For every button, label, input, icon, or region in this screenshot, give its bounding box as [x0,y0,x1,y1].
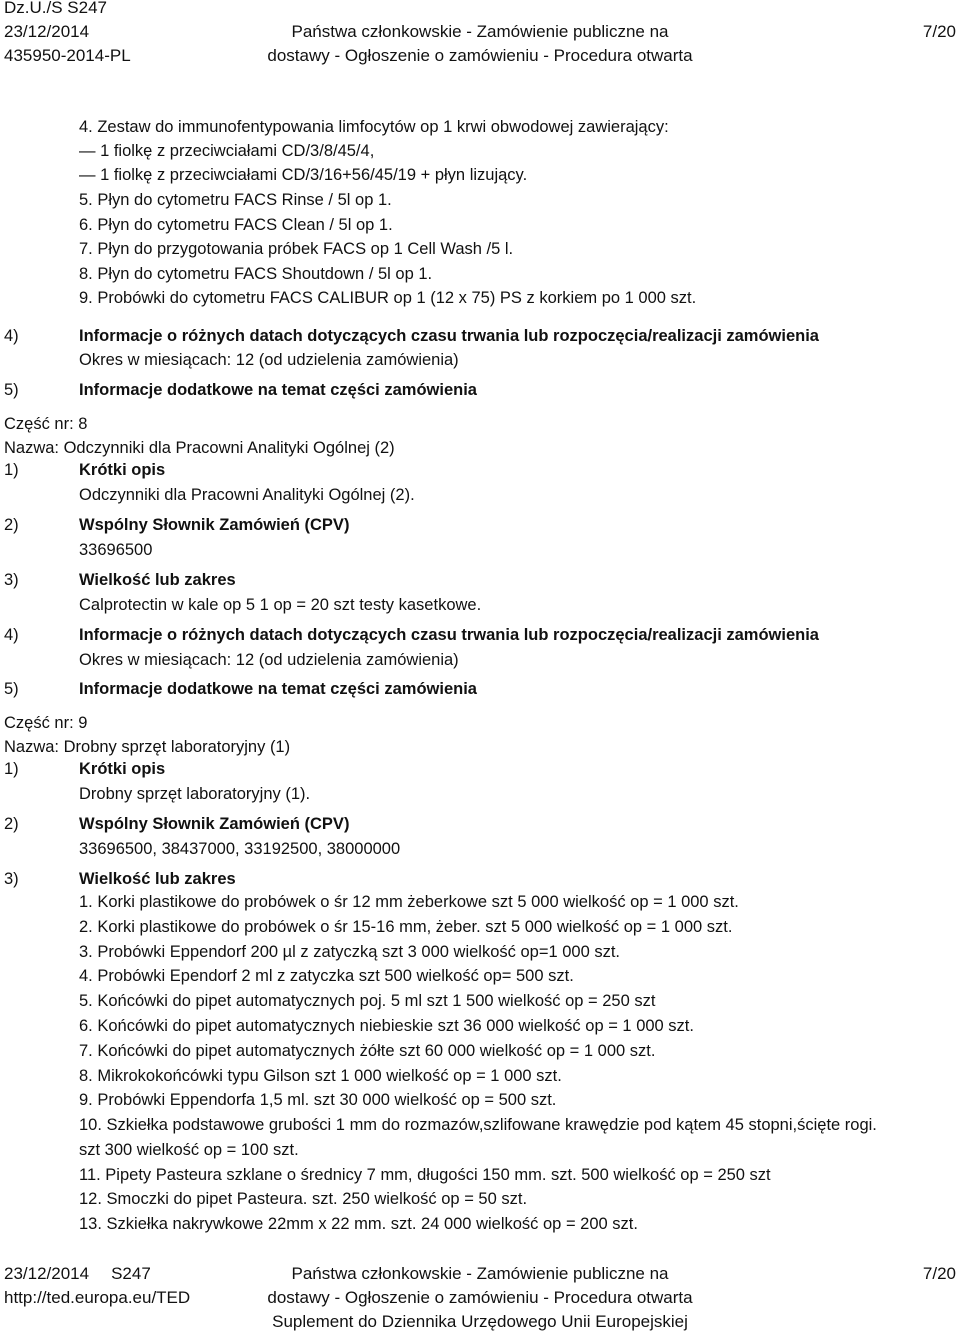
lot-name: Nazwa: Odczynniki dla Pracowni Analityki Ogólnej (2) [4,439,395,457]
section-scope-heading: 3) Wielkość lub zakres [4,870,236,888]
footer-title-line2: dostawy - Ogłoszenie o zamówieniu - Procedura otwarta [267,1288,693,1307]
duration-value: Okres w miesiącach: 12 (od udzielenia zamówienia) [79,351,459,369]
header-title [0,20,960,68]
list-item: — 1 fiolkę z przeciwciałami CD/3/16+56/45/19 + płyn lizujący. [79,166,528,184]
section-dates-heading: 4) Informacje o różnych datach dotyczących czasu trwania lub rozpoczęcia/realizacji zamówienia [4,327,819,345]
footer-series: S247 [111,1264,151,1283]
lot-number: Część nr: 9 [4,714,88,732]
lot-number: Część nr: 8 [4,415,88,433]
list-item: 2. Korki plastikowe do probówek o śr 15-16 mm, żeber. szt 5 000 wielkość op = 1 000 szt. [79,918,733,936]
footer-url: http://ted.europa.eu/TED [4,1288,191,1307]
section-additional-info-heading: 5) Informacje dodatkowe na temat części zamówienia [4,680,477,698]
list-item: 11. Pipety Pasteura szklane o średnicy 7 mm, długości 150 mm. szt. 500 wielkość op = 250 szt [79,1166,771,1184]
list-item: 5. Płyn do cytometru FACS Rinse / 5l op 1. [79,191,392,209]
list-item: 6. Płyn do cytometru FACS Clean / 5l op 1. [79,216,393,234]
lot-name: Nazwa: Drobny sprzęt laboratoryjny (1) [4,738,291,756]
footer-date: 23/12/2014 [4,1264,90,1283]
list-item: 4. Zestaw do immunofentypowania limfocytów op 1 krwi obwodowej zawierający: [79,118,669,136]
list-item: 12. Smoczki do pipet Pasteura. szt. 250 wielkość op = 50 szt. [79,1190,528,1208]
list-item: 9. Probówki Eppendorfa 1,5 ml. szt 30 000 wielkość op = 500 szt. [79,1091,557,1109]
section-short-description-heading: 1) Krótki opis [4,760,166,778]
short-description: Odczynniki dla Pracowni Analityki Ogólnej (2). [79,486,415,504]
page-header [0,0,960,74]
footer-title-line3: Suplement do Dziennika Urzędowego Unii Europejskiej [272,1312,688,1331]
list-item: 8. Płyn do cytometru FACS Shoutdown / 5l op 1. [79,265,433,283]
list-item: szt 300 wielkość op = 100 szt. [79,1141,299,1159]
list-item: 5. Końcówki do pipet automatycznych poj. 5 ml szt 1 500 wielkość op = 250 szt [79,992,656,1010]
section-short-description-heading: 1) Krótki opis [4,461,166,479]
footer-title [0,1262,960,1334]
duration-value: Okres w miesiącach: 12 (od udzielenia zamówienia) [79,651,459,669]
list-item: 1. Korki plastikowe do probówek o śr 12 mm żeberkowe szt 5 000 wielkość op = 1 000 szt. [79,893,739,911]
section-cpv-heading: 2) Wspólny Słownik Zamówień (CPV) [4,815,350,833]
notice-id: 435950-2014-PL [4,46,131,65]
list-item: — 1 fiolkę z przeciwciałami CD/3/8/45/4, [79,142,375,160]
short-description: Drobny sprzęt laboratoryjny (1). [79,785,311,803]
footer-title-line1: Państwa członkowskie - Zamówienie publiczne na [291,1264,669,1283]
header-title-line1: Państwa członkowskie - Zamówienie publiczne na [291,22,669,41]
list-item: 4. Probówki Ependorf 2 ml z zatyczka szt 500 wielkość op= 500 szt. [79,967,574,985]
list-item: 7. Płyn do przygotowania próbek FACS op 1 Cell Wash /5 l. [79,240,514,258]
list-item: 7. Końcówki do pipet automatycznych żółte szt 60 000 wielkość op = 1 000 szt. [79,1042,656,1060]
journal-ref: Dz.U./S S247 [4,0,107,17]
list-item: 6. Końcówki do pipet automatycznych niebieskie szt 36 000 wielkość op = 1 000 szt. [79,1017,694,1035]
cpv-codes: 33696500 [79,541,153,559]
section-additional-info-heading: 5) Informacje dodatkowe na temat części zamówienia [4,381,477,399]
list-item: 9. Probówki do cytometru FACS CALIBUR op 1 (12 x 75) PS z korkiem po 1 000 szt. [79,289,697,307]
scope-value: Calprotectin w kale op 5 1 op = 20 szt testy kasetkowe. [79,596,482,614]
header-title-line2: dostawy - Ogłoszenie o zamówieniu - Procedura otwarta [267,46,693,65]
list-item: 13. Szkiełka nakrywkowe 22mm x 22 mm. szt. 24 000 wielkość op = 200 szt. [79,1215,638,1233]
cpv-codes: 33696500, 38437000, 33192500, 38000000 [79,840,401,858]
footer-page-number: 7/20 [922,1264,956,1283]
list-item: 10. Szkiełka podstawowe grubości 1 mm do rozmazów,szlifowane krawędzie pod kątem 45 stopni,ścięte rogi. [79,1116,877,1134]
list-item: 8. Mikrokokońcówki typu Gilson szt 1 000 wielkość op = 1 000 szt. [79,1067,562,1085]
section-dates-heading: 4) Informacje o różnych datach dotyczących czasu trwania lub rozpoczęcia/realizacji zamówienia [4,626,819,644]
section-cpv-heading: 2) Wspólny Słownik Zamówień (CPV) [4,516,350,534]
header-date: 23/12/2014 [4,22,90,41]
header-page-number: 7/20 [922,22,956,41]
list-item: 3. Probówki Eppendorf 200 µl z zatyczką szt 3 000 wielkość op=1 000 szt. [79,943,621,961]
section-scope-heading: 3) Wielkość lub zakres [4,571,236,589]
